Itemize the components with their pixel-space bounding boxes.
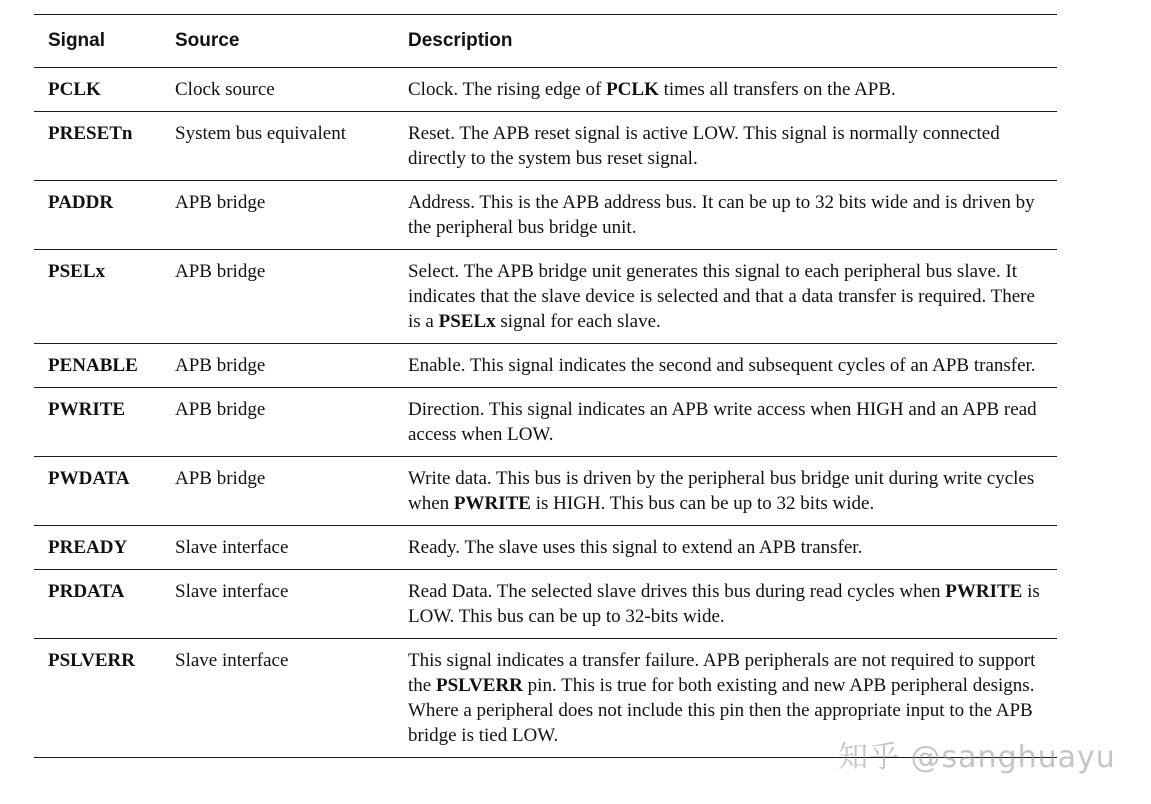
description-cell (394, 112, 1057, 181)
table-row (34, 570, 1057, 639)
signal-cell: PSELx (34, 250, 161, 344)
description-text: pin. This is true for both existing and new APB peripheral designs. Where a peripheral does not include this pin then the appropriate input to the APB bridge is tied LOW. (408, 675, 1035, 746)
signal-cell: PCLK (34, 68, 161, 112)
signal-cell: PADDR (34, 181, 161, 250)
header-source: Source (161, 15, 394, 68)
header-description: Description (394, 15, 1057, 68)
signal-reference: PCLK (606, 79, 659, 100)
description-text: is LOW. This bus can be up to 32-bits wide. (408, 581, 1040, 627)
description-cell (394, 181, 1057, 250)
table-row (34, 526, 1057, 570)
table-header-row (34, 15, 1057, 68)
description-text: Clock. The rising edge of (408, 79, 607, 100)
description-cell (394, 250, 1057, 344)
description-text: Read Data. The selected slave drives this bus during read cycles when (408, 581, 946, 602)
table-row (34, 388, 1057, 457)
signal-table (34, 14, 1057, 758)
description-cell (394, 570, 1057, 639)
source-cell: APB bridge (161, 250, 394, 344)
signal-cell: PSLVERR (34, 639, 161, 758)
table-row (34, 181, 1057, 250)
description-cell (394, 457, 1057, 526)
description-text: signal for each slave. (495, 311, 661, 332)
header-signal: Signal (34, 15, 161, 68)
description-cell (394, 526, 1057, 570)
description-text: times all transfers on the APB. (658, 79, 896, 100)
description-text: Enable. This signal indicates the second and subsequent cycles of an APB transfer. (408, 355, 1036, 376)
signal-cell: PWDATA (34, 457, 161, 526)
source-cell: APB bridge (161, 344, 394, 388)
signal-reference: PSLVERR (435, 675, 523, 696)
source-cell: APB bridge (161, 181, 394, 250)
source-cell: APB bridge (161, 388, 394, 457)
source-cell: Clock source (161, 68, 394, 112)
source-cell: APB bridge (161, 457, 394, 526)
table-row (34, 68, 1057, 112)
source-cell: Slave interface (161, 639, 394, 758)
table-body (34, 68, 1057, 758)
description-cell (394, 388, 1057, 457)
description-text: Reset. The APB reset signal is active LOW. This signal is normally connected directly to the system bus reset signal. (408, 123, 1000, 169)
signal-cell: PREADY (34, 526, 161, 570)
table-row (34, 344, 1057, 388)
table-row (34, 457, 1057, 526)
description-text: is HIGH. This bus can be up to 32 bits wide. (530, 493, 875, 514)
signal-reference: PWRITE (945, 581, 1023, 602)
table-row (34, 112, 1057, 181)
description-text: Ready. The slave uses this signal to extend an APB transfer. (408, 537, 863, 558)
watermark: 知乎 @sanghuayu (838, 740, 1116, 775)
table-row (34, 250, 1057, 344)
description-text: Address. This is the APB address bus. It can be up to 32 bits wide and is driven by the peripheral bus bridge unit. (408, 192, 1035, 238)
description-cell (394, 344, 1057, 388)
signal-cell: PRDATA (34, 570, 161, 639)
source-cell: Slave interface (161, 570, 394, 639)
description-text: Select. The APB bridge unit generates this signal to each peripheral bus slave. It indicates that the slave device is selected and that a data transfer is required. There is a (408, 261, 1035, 332)
signal-reference: PSELx (438, 311, 496, 332)
description-cell (394, 68, 1057, 112)
source-cell: Slave interface (161, 526, 394, 570)
source-cell: System bus equivalent (161, 112, 394, 181)
signal-cell: PENABLE (34, 344, 161, 388)
description-text: Direction. This signal indicates an APB write access when HIGH and an APB read access when LOW. (408, 399, 1037, 445)
signal-reference: PWRITE (453, 493, 531, 514)
description-text: This signal indicates a transfer failure. APB peripherals are not required to support the (408, 650, 1036, 696)
signal-cell: PWRITE (34, 388, 161, 457)
description-text: Write data. This bus is driven by the peripheral bus bridge unit during write cycles when (408, 468, 1035, 514)
signal-cell: PRESETn (34, 112, 161, 181)
